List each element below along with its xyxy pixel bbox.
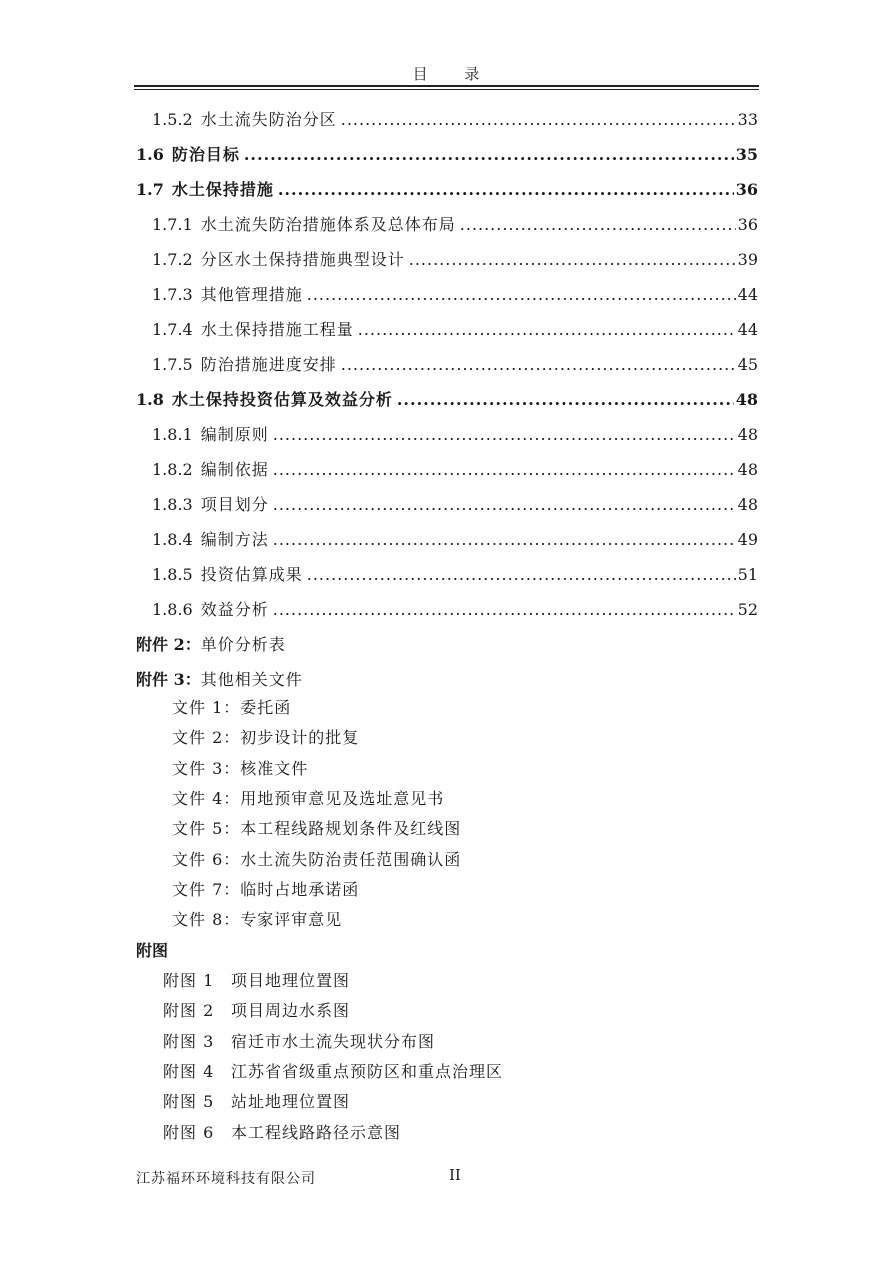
toc-entry-page: 52 [737, 600, 758, 619]
toc-entry [152, 354, 758, 376]
toc-dot-leader [273, 599, 736, 621]
toc-entry-number: 1.8.3 [152, 495, 193, 514]
toc-dot-leader [358, 319, 736, 341]
figure-number: 附图 6 [163, 1122, 215, 1142]
toc-dot-leader [409, 249, 736, 271]
toc-entry-page: 49 [737, 530, 758, 549]
attachment-document-item: 文件 5：本工程线路规划条件及红线图 [172, 819, 462, 839]
toc-entry-number: 1.5.2 [152, 110, 193, 129]
toc-entry-number: 1.7.1 [152, 215, 193, 234]
toc-entry-page: 48 [737, 495, 758, 514]
attachment-document-item: 文件 2：初步设计的批复 [172, 728, 360, 748]
footer-company: 江苏福环环境科技有限公司 [136, 1171, 316, 1187]
toc-entry-number: 1.7.2 [152, 250, 193, 269]
toc-entry-page: 51 [737, 565, 758, 584]
toc-entry-number: 1.7.3 [152, 285, 193, 304]
toc-entry [152, 459, 758, 481]
toc-entry [136, 179, 758, 201]
toc-entry [136, 389, 758, 411]
toc-entry-title: 其他管理措施 [200, 285, 303, 304]
toc-dot-leader [460, 214, 736, 236]
toc-dot-leader [341, 354, 736, 376]
attachment-figure-item [163, 1000, 350, 1022]
toc-entry-title: 水土保持措施工程量 [200, 320, 354, 339]
attachment-figure-item [163, 1061, 503, 1083]
toc-entry-number: 1.6 [136, 145, 164, 164]
figure-title: 江苏省省级重点预防区和重点治理区 [231, 1061, 504, 1081]
toc-entry-number: 1.8.1 [152, 425, 193, 444]
toc-dot-leader [273, 424, 736, 446]
toc-entry-title: 水土流失防治措施体系及总体布局 [200, 215, 456, 234]
figure-title: 宿迁市水土流失现状分布图 [231, 1031, 436, 1051]
toc-entry-page: 36 [737, 215, 758, 234]
attachment-figure-item [163, 970, 350, 992]
toc-entry-number: 1.8.2 [152, 460, 193, 479]
toc-dot-leader [307, 564, 736, 586]
toc-entry-title: 项目划分 [200, 495, 269, 514]
toc-entry-number: 1.8.6 [152, 600, 193, 619]
header-rule-thick [134, 85, 759, 87]
toc-entry-page: 36 [735, 180, 758, 199]
toc-entry [152, 424, 758, 446]
attachment-document-item: 文件 7：临时占地承诺函 [172, 879, 360, 899]
toc-entry-number: 1.7.5 [152, 355, 193, 374]
attachment-figure-item [163, 1031, 435, 1053]
toc-entry-number: 1.7 [136, 180, 164, 199]
figures-heading: 附图 [136, 941, 169, 960]
toc-entry-page: 44 [737, 320, 758, 339]
page-header-title: 目 录 [412, 65, 496, 83]
toc-entry-title: 水土流失防治分区 [200, 110, 337, 129]
toc-entry [152, 599, 758, 621]
toc-entry-number: 1.8.4 [152, 530, 193, 549]
figure-number: 附图 3 [163, 1031, 215, 1051]
toc-entry-number: 1.7.4 [152, 320, 193, 339]
toc-entry [152, 249, 758, 271]
toc-entry-page: 48 [737, 425, 758, 444]
toc-entry-title: 编制方法 [200, 530, 269, 549]
toc-entry [152, 564, 758, 586]
attachment-3-text: 其他相关文件 [200, 670, 303, 689]
attachment-document-item: 文件 1：委托函 [172, 698, 292, 717]
toc-dot-leader [278, 179, 734, 201]
attachment-2-entry [136, 634, 286, 656]
figure-number: 附图 2 [163, 1001, 215, 1021]
attachment-figure-item [163, 1091, 350, 1113]
attachment-document-item: 文件 3：核准文件 [172, 758, 309, 778]
attachment-document-item: 文件 4：用地预审意见及选址意见书 [172, 788, 445, 808]
toc-entry-page: 44 [737, 285, 758, 304]
toc-entry-number: 1.8.5 [152, 565, 193, 584]
toc-entry-title: 编制原则 [200, 425, 269, 444]
toc-entry-page: 48 [737, 460, 758, 479]
footer-page-number: II [449, 1166, 461, 1184]
toc-entry-title: 效益分析 [200, 600, 269, 619]
toc-entry-page: 33 [737, 110, 758, 129]
figure-title: 本工程线路路径示意图 [231, 1122, 402, 1142]
figure-title: 项目地理位置图 [231, 971, 351, 990]
toc-entry-page: 45 [737, 355, 758, 374]
toc-dot-leader [273, 459, 736, 481]
toc-entry [152, 214, 758, 236]
toc-entry-title: 水土保持措施 [171, 180, 274, 199]
toc-entry-page: 48 [735, 390, 758, 409]
toc-entry-title: 分区水土保持措施典型设计 [200, 250, 405, 269]
figure-title: 站址地理位置图 [231, 1092, 351, 1112]
attachment-2-text: 单价分析表 [200, 635, 286, 654]
toc-entry [152, 529, 758, 551]
toc-entry [152, 319, 758, 341]
toc-entry-title: 水土保持投资估算及效益分析 [171, 390, 393, 409]
toc-entry-title: 防治目标 [171, 145, 240, 164]
toc-entry-title: 投资估算成果 [200, 565, 303, 584]
attachment-3-entry [136, 669, 303, 691]
toc-entry [136, 144, 758, 166]
toc-entry-number: 1.8 [136, 390, 164, 409]
figure-number: 附图 1 [163, 971, 215, 990]
attachment-3-label: 附件 3： [136, 670, 201, 689]
figure-number: 附图 4 [163, 1061, 215, 1081]
header-rule-thin [134, 89, 759, 90]
attachment-figure-item [163, 1122, 401, 1144]
toc-entry [152, 109, 758, 131]
attachment-document-item: 文件 6：水土流失防治责任范围确认函 [172, 849, 462, 869]
toc-entry [152, 494, 758, 516]
toc-entry-title: 防治措施进度安排 [200, 355, 337, 374]
toc-dot-leader [397, 389, 734, 411]
attachment-2-label: 附件 2： [136, 635, 201, 654]
figure-number: 附图 5 [163, 1092, 215, 1112]
toc-entry-page: 39 [737, 250, 758, 269]
toc-dot-leader [273, 529, 736, 551]
toc-dot-leader [244, 144, 734, 166]
toc-entry [152, 284, 758, 306]
attachment-document-item: 文件 8：专家评审意见 [172, 910, 343, 930]
toc-dot-leader [273, 494, 736, 516]
toc-dot-leader [341, 109, 736, 131]
toc-entry-page: 35 [735, 145, 758, 164]
toc-dot-leader [307, 284, 736, 306]
figure-title: 项目周边水系图 [231, 1001, 351, 1021]
toc-entry-title: 编制依据 [200, 460, 269, 479]
